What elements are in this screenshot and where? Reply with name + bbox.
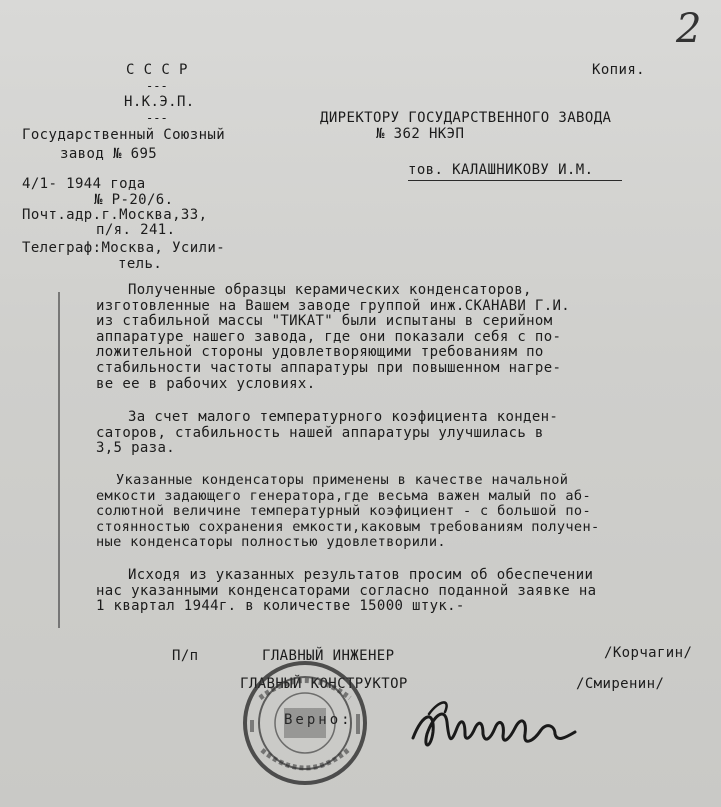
- paragraph-line: аппаратуре нашего завода, где они показали себя с по-: [96, 328, 562, 345]
- margin-line: [58, 292, 60, 628]
- paragraph-line: из стабильной массы "ТИКАТ" были испытаны в серийном: [96, 313, 553, 330]
- header-date: 4/1- 1944 года: [22, 176, 146, 192]
- round-seal-stamp: [240, 658, 370, 788]
- chief-engineer-name: /Корчагин/: [604, 645, 693, 661]
- header-org-line1: Государственный Союзный: [22, 127, 226, 143]
- chief-engineer-title: ГЛАВНЫЙ ИНЖЕНЕР: [262, 648, 395, 664]
- paragraph-line: изготовленные на Вашем заводе группой инж.СКАНАВИ Г.И.: [96, 297, 571, 314]
- paragraph-line: 1 квартал 1944г. в количестве 15000 штук.-: [96, 598, 465, 615]
- addressee-line1: ДИРЕКТОРУ ГОСУДАРСТВЕННОГО ЗАВОДА: [320, 110, 612, 126]
- copy-label: Копия.: [592, 62, 645, 78]
- handwritten-page-number: 2: [676, 6, 702, 52]
- paragraph-line: ложительной стороны удовлетворяющими требованиям по: [96, 344, 544, 361]
- paragraph-line: саторов, стабильность нашей аппаратуры улучшилась в: [96, 424, 544, 441]
- header-divider: ---: [146, 79, 168, 93]
- header-address-line2: п/я. 241.: [96, 222, 176, 238]
- paragraph-line: ве ее в рабочих условиях.: [96, 375, 316, 392]
- paragraph-line: стоянностью сохранения емкости,каковым требованиям получен-: [96, 518, 600, 535]
- addressee-name: тов. КАЛАШНИКОВУ И.М.: [408, 162, 594, 178]
- paragraph-1: [96, 283, 716, 392]
- paragraph-4: [96, 568, 716, 615]
- addressee-underline: [408, 180, 622, 181]
- chief-designer-title: ГЛАВНЫЙ КОНСТРУКТОР: [240, 676, 408, 692]
- header-org-line2: завод № 695: [60, 146, 158, 162]
- handwritten-signature: [405, 692, 595, 762]
- header-address-line1: Почт.адр.г.Москва,33,: [22, 207, 208, 223]
- paragraph-line: За счет малого температурного коэфициента конден-: [128, 409, 559, 425]
- header-divider: ---: [146, 111, 168, 125]
- paragraph-line: солютной величине температурный коэфициент - с большой по-: [96, 503, 591, 520]
- paragraph-2: [96, 410, 716, 457]
- paragraph-line: Исходя из указанных результатов просим об обеспечении: [128, 567, 594, 583]
- header-ref: № Р-20/6.: [94, 192, 174, 208]
- paragraph-line: Указанные конденсаторы применены в качестве начальной: [116, 472, 569, 488]
- header-ministry: Н.К.Э.П.: [124, 94, 195, 110]
- chief-designer-name: /Смиренин/: [576, 676, 665, 692]
- paragraph-line: Полученные образцы керамических конденсаторов,: [128, 282, 532, 298]
- addressee-line2: № 362 НКЭП: [376, 126, 465, 142]
- paragraph-line: стабильности частоты аппаратуры при повышенном нагре-: [96, 359, 562, 376]
- paragraph-3: [96, 473, 716, 551]
- verified-label: Верно:: [284, 712, 353, 728]
- paragraph-line: нас указанными конденсаторами согласно поданной заявке на: [96, 582, 597, 599]
- header-telegraph-line2: тель.: [118, 256, 163, 272]
- header-country: С С С Р: [126, 62, 188, 78]
- paragraph-line: ные конденсаторы полностью удовлетворили.: [96, 534, 446, 551]
- signature-pp: П/п: [172, 648, 199, 664]
- header-telegraph-line1: Телеграф:Москва, Усили-: [22, 240, 226, 256]
- paragraph-line: 3,5 раза.: [96, 440, 176, 457]
- paragraph-line: емкости задающего генератора,где весьма важен малый по аб-: [96, 487, 591, 504]
